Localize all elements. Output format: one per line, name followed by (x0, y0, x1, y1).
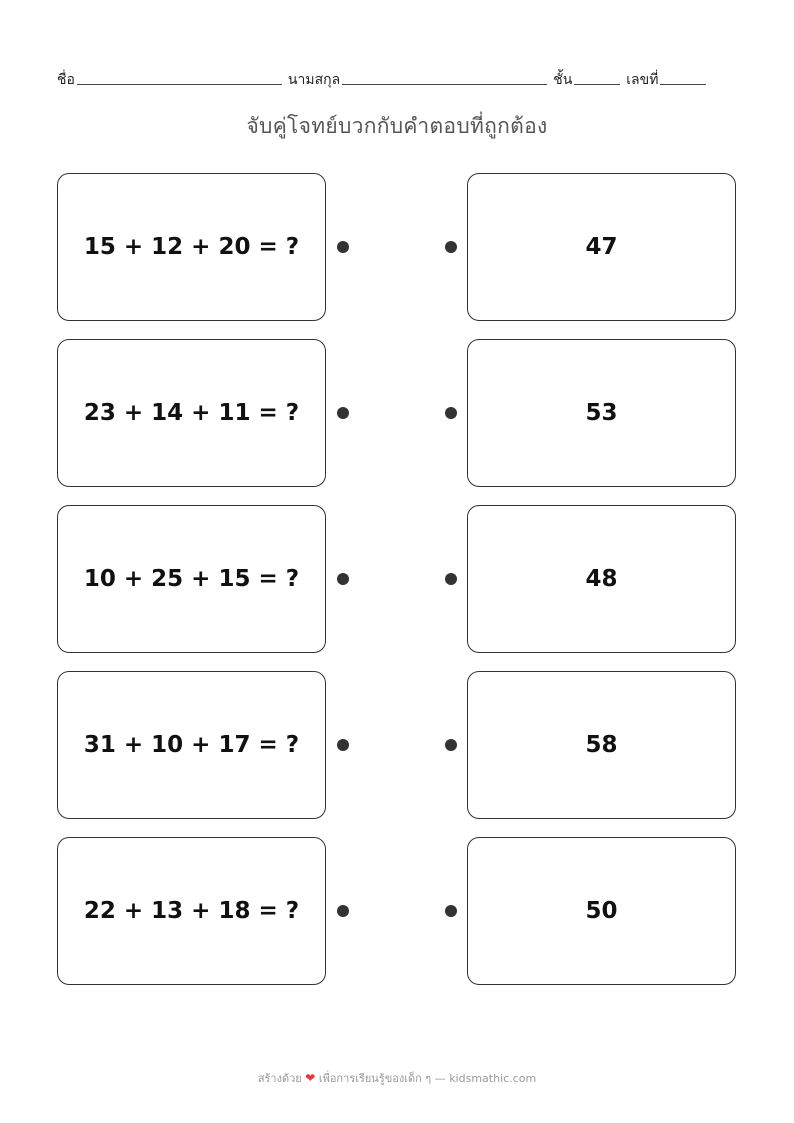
number-label: เลขที่ (626, 72, 659, 88)
name-blank[interactable] (77, 68, 282, 85)
match-row (0, 505, 794, 655)
match-row (0, 671, 794, 821)
footer (0, 1069, 794, 1087)
class-label: ชั้น (553, 72, 573, 88)
class-blank[interactable] (574, 68, 620, 85)
answer-card: 50 (467, 837, 736, 985)
answer-dot[interactable] (445, 905, 457, 917)
problem-card: 15 + 12 + 20 = ? (57, 173, 326, 321)
worksheet-title: จับคู่โจทย์บวกกับคำตอบที่ถูกต้อง (246, 114, 548, 138)
problem-card: 31 + 10 + 17 = ? (57, 671, 326, 819)
answer-card: 58 (467, 671, 736, 819)
footer-site-link[interactable]: kidsmathic.com (449, 1072, 537, 1085)
heart-icon: ❤ (305, 1071, 316, 1085)
problem-dot[interactable] (337, 241, 349, 253)
answer-dot[interactable] (445, 739, 457, 751)
problem-card: 22 + 13 + 18 = ? (57, 837, 326, 985)
answer-dot[interactable] (445, 241, 457, 253)
match-row (0, 837, 794, 987)
answer-dot[interactable] (445, 573, 457, 585)
answer-dot[interactable] (445, 407, 457, 419)
footer-made-with: สร้างด้วย (257, 1072, 302, 1085)
match-row (0, 339, 794, 489)
problem-dot[interactable] (337, 905, 349, 917)
problem-card: 10 + 25 + 15 = ? (57, 505, 326, 653)
surname-label: นามสกุล (287, 72, 341, 88)
problem-dot[interactable] (337, 739, 349, 751)
problem-card: 23 + 14 + 11 = ? (57, 339, 326, 487)
student-info-line (57, 66, 748, 88)
match-row (0, 173, 794, 323)
footer-purpose: เพื่อการเรียนรู้ของเด็ก ๆ — (318, 1072, 446, 1085)
problem-dot[interactable] (337, 573, 349, 585)
answer-card: 47 (467, 173, 736, 321)
number-blank[interactable] (660, 68, 706, 85)
problem-dot[interactable] (337, 407, 349, 419)
name-label: ชื่อ (57, 72, 75, 88)
answer-card: 48 (467, 505, 736, 653)
surname-blank[interactable] (342, 68, 547, 85)
answer-card: 53 (467, 339, 736, 487)
